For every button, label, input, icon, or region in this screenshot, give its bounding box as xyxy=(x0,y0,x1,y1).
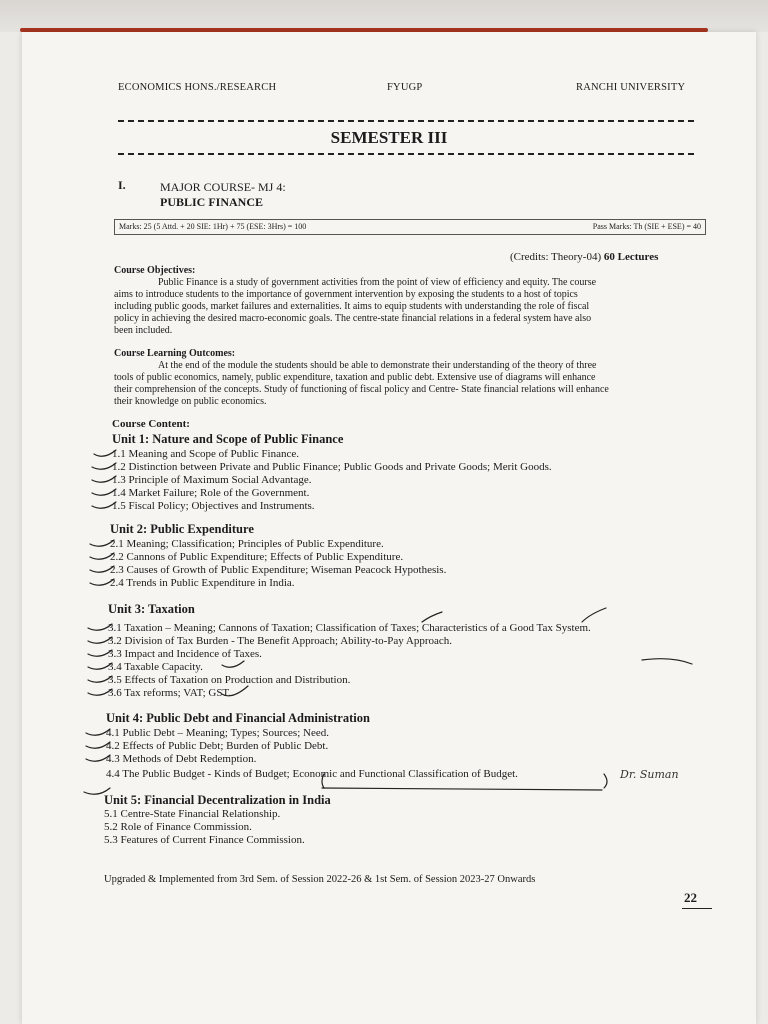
semester-title: SEMESTER III xyxy=(330,128,448,147)
course-number: I. xyxy=(118,178,126,192)
unit-item: 2.2 Cannons of Public Expenditure; Effects of Public Expenditure. xyxy=(110,551,404,563)
marks-box xyxy=(114,219,706,235)
unit-item: 5.1 Centre-State Financial Relationship. xyxy=(104,808,281,820)
unit-item: 1.3 Principle of Maximum Social Advantage. xyxy=(112,474,312,486)
unit-item: 1.1 Meaning and Scope of Public Finance. xyxy=(112,448,299,460)
header-right: RANCHI UNIVERSITY xyxy=(576,82,686,93)
outcomes-line: their knowledge on public economics. xyxy=(114,396,267,407)
unit-item: 3.6 Tax reforms; VAT; GST. xyxy=(108,687,232,699)
objectives-line: been included. xyxy=(114,325,173,336)
unit-item: 2.4 Trends in Public Expenditure in India. xyxy=(110,577,295,589)
handwritten-note: Dr. Suman xyxy=(620,768,679,781)
header-center: FYUGP xyxy=(387,82,423,93)
unit-item: 3.3 Impact and Incidence of Taxes. xyxy=(108,648,262,660)
document-page xyxy=(22,32,756,1024)
unit-item: 3.4 Taxable Capacity. xyxy=(108,661,203,673)
unit-item: 3.1 Taxation – Meaning; Cannons of Taxation; Classification of Taxes; Characteristics of a Good Tax System. xyxy=(108,622,591,634)
objectives-line: Public Finance is a study of government activities from the point of view of efficiency and equity. The course xyxy=(158,277,597,288)
unit-1-title: Unit 1: Nature and Scope of Public Finance xyxy=(112,432,344,446)
objectives-line: policy in achieving the desired macro-economic goals. The centre-state financial relations in a federal system have also xyxy=(114,313,592,324)
unit-item: 3.2 Division of Tax Burden - The Benefit Approach; Ability-to-Pay Approach. xyxy=(108,635,453,647)
unit-item: 1.4 Market Failure; Role of the Government. xyxy=(112,487,310,499)
marks-right: Pass Marks: Th (SIE + ESE) = 40 xyxy=(592,222,701,231)
content-heading: Course Content: xyxy=(112,418,190,430)
credits-text: (Credits: Theory-04) xyxy=(510,251,602,263)
page-number-underline xyxy=(682,908,712,909)
objectives-heading: Course Objectives: xyxy=(114,265,196,276)
credits xyxy=(510,251,658,263)
unit-item: 2.1 Meaning; Classification; Principles of Public Expenditure. xyxy=(110,538,384,550)
credits-lectures: 60 Lectures xyxy=(603,251,659,263)
unit-item: 3.5 Effects of Taxation on Production and Distribution. xyxy=(108,674,351,686)
divider-bottom xyxy=(118,153,694,155)
unit-item: 5.2 Role of Finance Commission. xyxy=(104,821,252,833)
unit-item: 5.3 Features of Current Finance Commission. xyxy=(104,834,305,846)
top-edge xyxy=(0,0,768,32)
unit-item: 4.3 Methods of Debt Redemption. xyxy=(106,753,257,765)
header-left: ECONOMICS HONS./RESEARCH xyxy=(118,82,277,93)
course-subject: PUBLIC FINANCE xyxy=(160,195,264,209)
outcomes-heading: Course Learning Outcomes: xyxy=(114,348,236,359)
objectives-line: including public goods, market failures and externalities. It aims to equip students with understanding the role of fiscal xyxy=(114,301,590,312)
course-name: MAJOR COURSE- MJ 4: xyxy=(160,180,286,194)
outcomes-line: At the end of the module the students should be able to demonstrate their understanding of the theory of three xyxy=(158,360,597,371)
unit-3-title: Unit 3: Taxation xyxy=(108,602,195,616)
unit-2-title: Unit 2: Public Expenditure xyxy=(110,522,254,536)
outcomes-line: tools of public economics, namely, public expenditure, taxation and public debt. Extensive use of diagrams will enhance xyxy=(114,372,596,383)
objectives-line: aims to introduce students to the importance of government intervention by exposing the students to a host of topics xyxy=(114,289,578,300)
unit-4-title: Unit 4: Public Debt and Financial Administration xyxy=(106,711,370,725)
unit-item: 1.2 Distinction between Private and Public Finance; Public Goods and Private Goods; Merit Goods. xyxy=(112,461,552,473)
page-number: 22 xyxy=(684,890,697,905)
divider-top xyxy=(118,120,694,122)
unit-item: 2.3 Causes of Growth of Public Expenditure; Wiseman Peacock Hypothesis. xyxy=(110,564,447,576)
unit-item: 4.2 Effects of Public Debt; Burden of Public Debt. xyxy=(106,740,329,752)
unit-item: 1.5 Fiscal Policy; Objectives and Instruments. xyxy=(112,500,315,512)
outcomes-line: their comprehension of the concepts. Study of functioning of fiscal policy and Centre- State financial relations will enhance xyxy=(114,384,609,395)
footer-note: Upgraded & Implemented from 3rd Sem. of Session 2022-26 & 1st Sem. of Session 2023-27 Onwards xyxy=(104,874,536,885)
unit-item: 4.1 Public Debt – Meaning; Types; Sources; Need. xyxy=(106,727,329,739)
marks-left: Marks: 25 (5 Attd. + 20 SIE: 1Hr) + 75 (ESE: 3Hrs) = 100 xyxy=(119,222,307,231)
unit-item: 4.4 The Public Budget - Kinds of Budget; Economic and Functional Classification of Budget. xyxy=(106,768,518,780)
unit-5-title: Unit 5: Financial Decentralization in India xyxy=(104,793,331,807)
